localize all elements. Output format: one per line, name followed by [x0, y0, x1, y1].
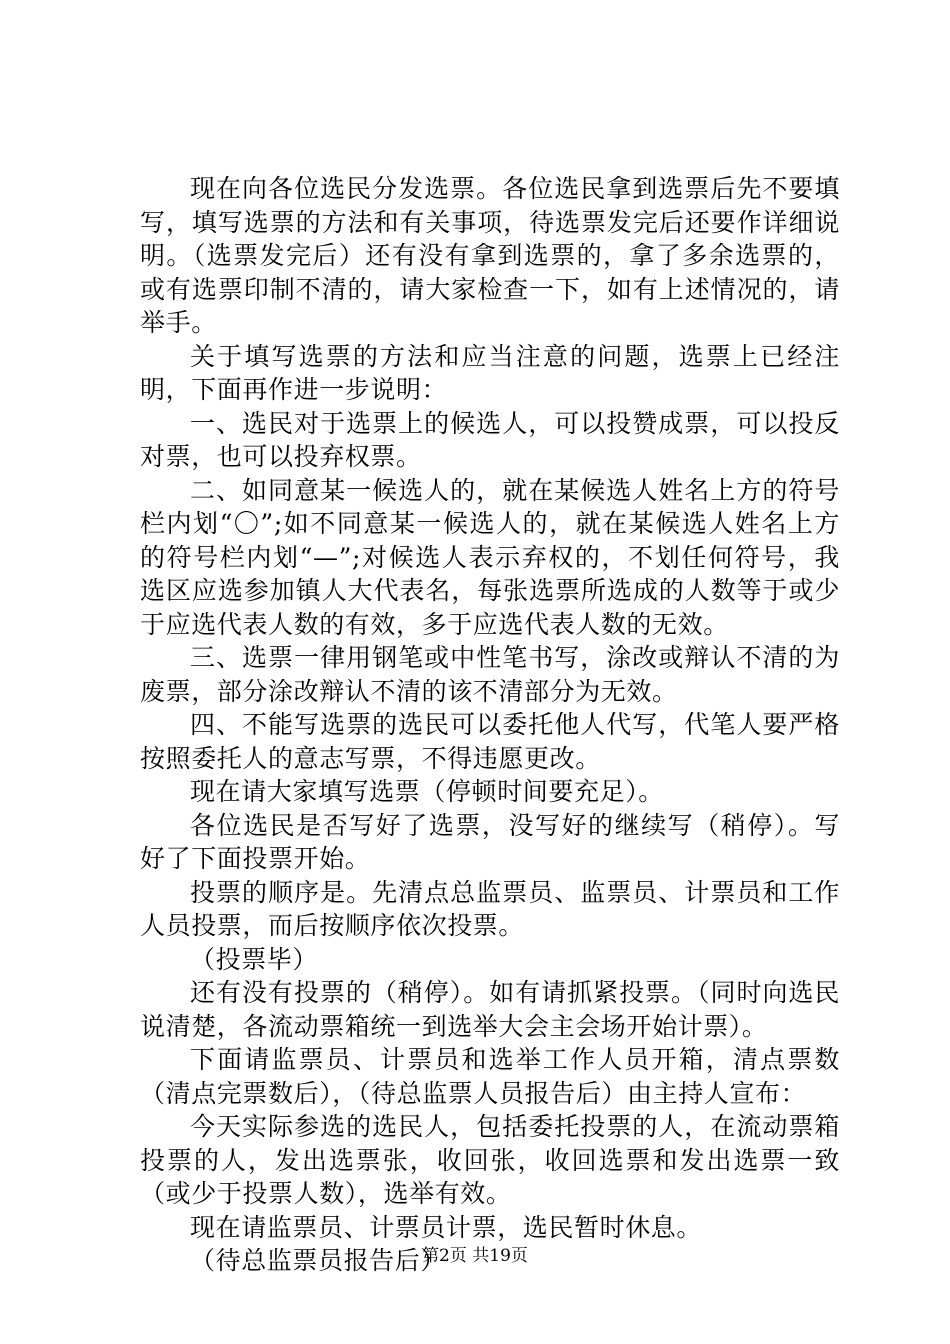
- paragraph-rule-one: 一、选民对于选票上的候选人，可以投赞成票，可以投反对票，也可以投弃权票。: [140, 408, 840, 471]
- paragraph-result-announcement: 今天实际参选的选民人，包括委托投票的人，在流动票箱投票的人，发出选票张，收回张，收回选票和发出选票一致（或少于投票人数），选举有效。: [140, 1112, 840, 1208]
- paragraph-await-report: （待总监票员报告后）: [190, 1246, 447, 1275]
- paragraph-distribute-ballots: 现在向各位选民分发选票。各位选民拿到选票后先不要填写，填写选票的方法和有关事项，待选票发完后还要作详细说明。（选票发完后）还有没有拿到选票的，拿了多余选票的，或有选票印制不清的，请大家检查一下，如有上述情况的，请举手。: [140, 174, 840, 337]
- paragraph-rule-two: 二、如同意某一候选人的，就在某候选人姓名上方的符号栏内划“〇”;如不同意某一候选人的，就在某候选人姓名上方的符号栏内划“—”;对候选人表示弃权的，不划任何符号，我选区应选参加镇人大代表名，每张选票所选成的人数等于或少于应选代表人数的有效，多于应选代表人数的无效。: [140, 475, 840, 639]
- page-number-footer: 第2页 共19页: [422, 1246, 528, 1266]
- paragraph-rule-three: 三、选票一律用钢笔或中性笔书写，涂改或辩认不清的为废票，部分涂改辩认不清的该不清部分为无效。: [140, 643, 840, 706]
- paragraph-open-boxes: 下面请监票员、计票员和选举工作人员开箱，清点票数（清点完票数后），（待总监票人员报告后）由主持人宣布：: [140, 1045, 840, 1108]
- document-body: [140, 172, 840, 1278]
- paragraph-filling-method-intro: 关于填写选票的方法和应当注意的问题，选票上已经注明，下面再作进一步说明：: [140, 341, 840, 404]
- paragraph-rule-four: 四、不能写选票的选民可以委托他人代写，代笔人要严格按照委托人的意志写票，不得违愿更改。: [140, 710, 840, 773]
- paragraph-counting: 现在请监票员、计票员计票，选民暂时休息。: [190, 1212, 703, 1242]
- paragraph-fill-ballots: 现在请大家填写选票（停顿时间要充足）。: [190, 777, 664, 806]
- paragraph-voting-finished: （投票毕）: [190, 944, 319, 974]
- paragraph-voting-order: 投票的顺序是。先清点总监票员、监票员、计票员和工作人员投票，而后按顺序依次投票。: [140, 877, 840, 940]
- paragraph-last-call: 还有没有投票的（稍停）。如有请抓紧投票。（同时向选民说清楚，各流动票箱统一到选举大会主会场开始计票）。: [140, 978, 840, 1041]
- paragraph-voting-start: 各位选民是否写好了选票，没写好的继续写（稍停）。写好了下面投票开始。: [140, 810, 840, 873]
